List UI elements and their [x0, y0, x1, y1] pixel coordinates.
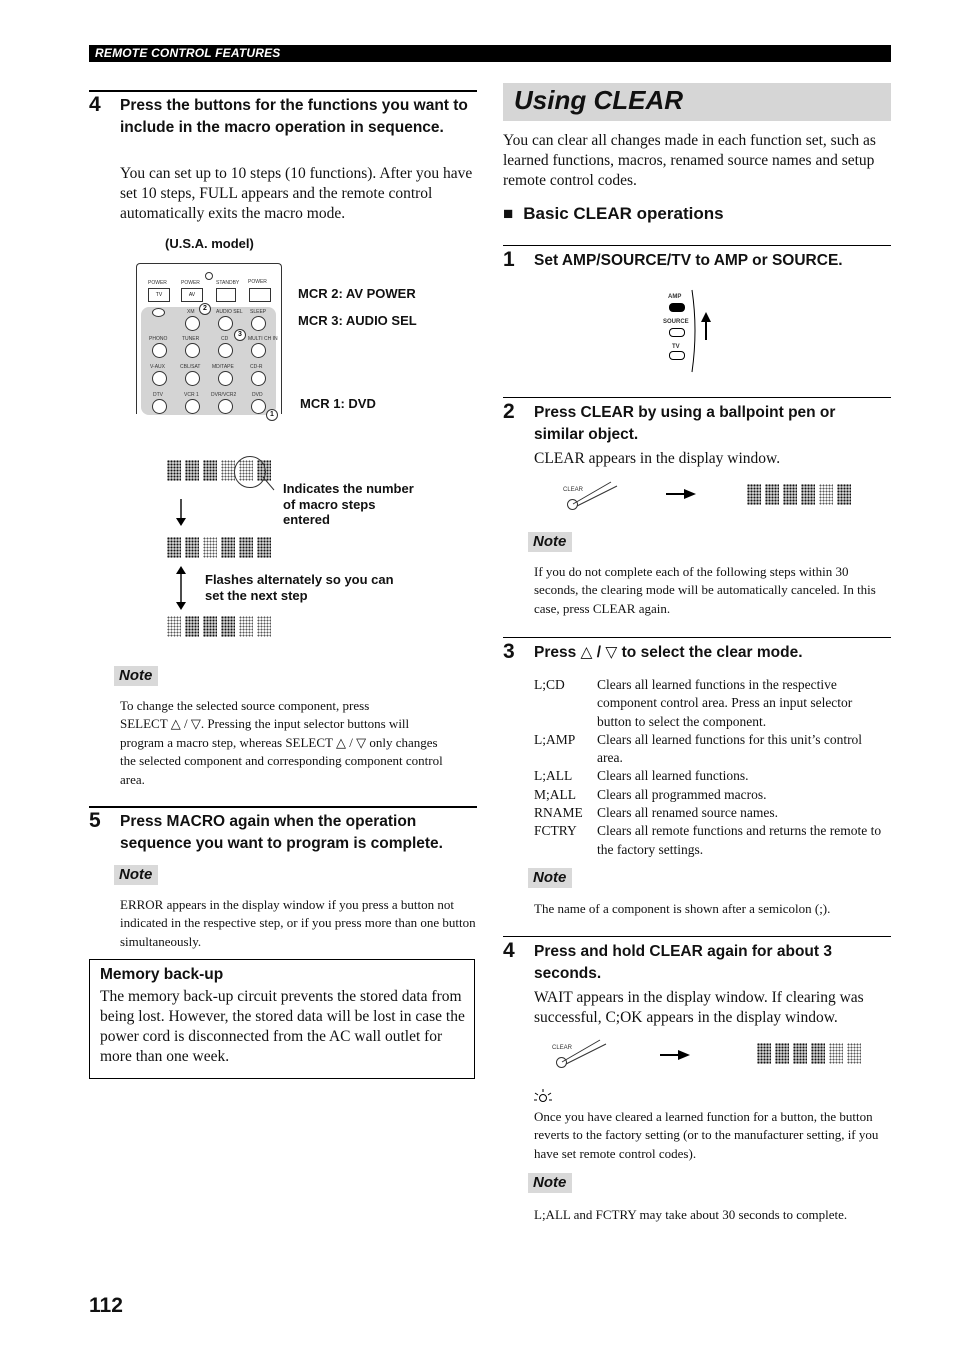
r-step2-rule	[503, 397, 891, 398]
lcd-wait-display	[757, 1043, 861, 1064]
r-step3-rule	[503, 637, 891, 638]
tip-text: Once you have cleared a learned function for a button, the button reverts to the factory setting (or to the manufacturer setting, if you have set remote control codes).	[534, 1109, 879, 1161]
r-step2-body: CLEAR appears in the display window.	[534, 450, 781, 467]
remote-sleep-label: SLEEP	[250, 309, 267, 315]
r-step4-title: Press and hold CLEAR again for about 3 seconds.	[534, 943, 832, 982]
model-label: (U.S.A. model)	[165, 236, 254, 251]
remote-multich-label: MULTI CH IN	[248, 336, 278, 342]
section-title-bar	[503, 83, 891, 121]
lcd-clear-display	[747, 484, 851, 505]
note2-label: Note	[114, 865, 158, 885]
macro-step-1-marker: 1	[266, 409, 278, 421]
remote-vcr1-label: VCR 1	[184, 392, 199, 398]
switch-amp-label: AMP	[668, 294, 682, 300]
r-step4-number: 4	[503, 939, 515, 962]
lcd-m1dvd-display	[167, 537, 271, 558]
section-header-label: REMOTE CONTROL FEATURES	[95, 46, 281, 60]
memory-backup-box	[89, 959, 475, 1079]
mcr3-label: MCR 3: AUDIO SEL	[298, 313, 417, 328]
switch-tv-label: TV	[672, 344, 680, 350]
note4-label: Note	[528, 868, 572, 888]
clear-pen-figure-2	[550, 1040, 610, 1074]
down-triangle-icon: ▽	[605, 644, 618, 661]
amp-source-tv-switch	[660, 288, 720, 373]
r-step1-number: 1	[503, 248, 515, 271]
up-triangle-icon: △	[170, 716, 181, 732]
r-step3-title: Press △ / ▽ to select the clear mode.	[534, 644, 803, 661]
step4-rule	[89, 90, 477, 92]
pointer-line	[262, 476, 276, 492]
step4-body: You can set up to 10 steps (10 functions). After you have set 10 steps, FULL appears and the remote control automatically exits the macro mode.	[120, 165, 473, 222]
arrow-updown-icon	[175, 566, 187, 610]
arrow-right-icon	[660, 1049, 690, 1061]
lcd-dvd-display	[167, 616, 271, 637]
note5-label: Note	[528, 1173, 572, 1193]
remote-dvd-label: DVD	[252, 392, 263, 398]
remote-vaux-label: V-AUX	[150, 364, 166, 370]
note1-text: To change the selected source component, press SELECT △ / ▽. Pressing the input selector buttons will program a macro step, whereas SELECT △ / ▽ only changes the selected component and corresponding component control area.	[120, 698, 443, 787]
table-row: L;AMP Clears all learned functions for this unit’s control area.	[534, 731, 863, 766]
table-row: FCTRY Clears all remote functions and returns the remote to the factory settings.	[534, 823, 882, 857]
remote-xm-label: XM	[187, 309, 195, 315]
remote-power1-label: POWER	[148, 280, 167, 286]
remote-cdr-label: CD-R	[250, 364, 263, 370]
square-bullet-icon: ■	[503, 204, 514, 223]
step5-rule	[89, 806, 477, 808]
pen-icon	[560, 1038, 610, 1066]
note1-label: Note	[114, 666, 158, 686]
mcr1-label: MCR 1: DVD	[300, 396, 376, 411]
remote-av-button: AV	[181, 288, 203, 302]
note4-text: The name of a component is shown after a semicolon (;).	[534, 901, 831, 916]
switch-arrow-icon	[690, 288, 716, 373]
memory-backup-text: The memory back-up circuit prevents the stored data from being lost. However, the stored data will be lost in case the power cord is disconnected from the AC wall outlet for more than one week.	[100, 988, 465, 1065]
macro-step-3-marker: 3	[234, 329, 246, 341]
clear-pen-figure	[561, 480, 621, 514]
step5-number: 5	[89, 809, 101, 832]
step4-number: 4	[89, 93, 101, 116]
table-row: L;ALL Clears all learned functions.	[534, 768, 749, 784]
remote-cd-label: CD	[221, 336, 229, 342]
remote-audiosel-label: AUDIO SEL	[216, 309, 243, 315]
r-step1-title: Set AMP/SOURCE/TV to AMP or SOURCE.	[534, 252, 843, 269]
arrow-right-icon	[666, 488, 696, 500]
remote-power-button	[249, 288, 271, 302]
step4-title: Press the buttons for the functions you want to include in the macro operation in sequence.	[120, 97, 468, 136]
table-row: L;CD Clears all learned functions in the respective component control area. Press an input selector button to select the component.	[534, 677, 853, 729]
r-step3-number: 3	[503, 640, 515, 663]
r-step2-title: Press CLEAR by using a ballpoint pen or similar object.	[534, 404, 836, 443]
clear-modes-table	[534, 676, 890, 859]
up-triangle-icon: △	[336, 734, 346, 750]
table-row: M;ALL Clears all programmed macros.	[534, 786, 767, 802]
subhead: ■ Basic CLEAR operations	[503, 204, 724, 223]
section-header	[89, 45, 891, 62]
note3-label: Note	[528, 532, 572, 552]
remote-standby-label: STANDBY	[216, 280, 240, 286]
note3-text: If you do not complete each of the following steps within 30 seconds, the clearing mode will be automatically canceled. In this case, press CLEAR again.	[534, 564, 876, 616]
remote-cblsat-label: CBL/SAT	[180, 364, 201, 370]
page-number: 112	[89, 1294, 123, 1317]
section-title: Using CLEAR	[514, 85, 683, 115]
note2-text: ERROR appears in the display window if you press a button not indicated in the respective step, or if you press more than one button simultaneously.	[120, 897, 476, 949]
arrow-down-icon	[175, 499, 187, 527]
pen-icon	[571, 480, 621, 508]
remote-control-figure	[136, 263, 282, 418]
remote-power3-label: POWER	[248, 279, 267, 285]
r-step2-number: 2	[503, 400, 515, 423]
flash-label: Flashes alternately so you can set the next step	[205, 572, 394, 603]
steps-indicator-label: Indicates the number of macro steps entered	[283, 481, 414, 527]
remote-phono-label: PHONO	[149, 336, 168, 342]
tip-lightbulb-icon	[533, 1089, 553, 1105]
remote-dtv-label: DTV	[153, 392, 163, 398]
clear-button-label: CLEAR	[563, 487, 584, 493]
note5-text: L;ALL and FCTRY may take about 30 seconds to complete.	[534, 1207, 848, 1222]
macro-step-2-marker: 2	[199, 303, 211, 315]
table-row: RNAME Clears all renamed source names.	[534, 805, 779, 821]
switch-source-label: SOURCE	[663, 319, 689, 325]
remote-dvrvcr2-label: DVR/VCR2	[211, 392, 237, 398]
mcr2-label: MCR 2: AV POWER	[298, 286, 416, 301]
down-triangle-icon: ▽	[356, 734, 367, 750]
memory-backup-title: Memory back-up	[100, 966, 224, 983]
remote-mdtape-label: MD/TAPE	[212, 364, 234, 370]
down-triangle-icon: ▽	[190, 716, 201, 732]
up-triangle-icon: △	[580, 644, 593, 661]
intro-text: You can clear all changes made in each function set, such as learned functions, macros, renamed source names and setup remote control codes.	[503, 132, 876, 189]
step5-title: Press MACRO again when the operation sequence you want to program is complete.	[120, 813, 443, 852]
remote-standby-button	[216, 288, 236, 302]
remote-tuner-label: TUNER	[182, 336, 200, 342]
remote-power2-label: POWER	[181, 280, 200, 286]
r-step4-body: WAIT appears in the display window. If clearing was successful, C;OK appears in the display window.	[534, 989, 864, 1026]
clear-button-label: CLEAR	[552, 1045, 573, 1051]
r-step4-rule	[503, 936, 891, 937]
remote-tv-button: TV	[148, 288, 170, 302]
r-step1-rule	[503, 245, 891, 246]
